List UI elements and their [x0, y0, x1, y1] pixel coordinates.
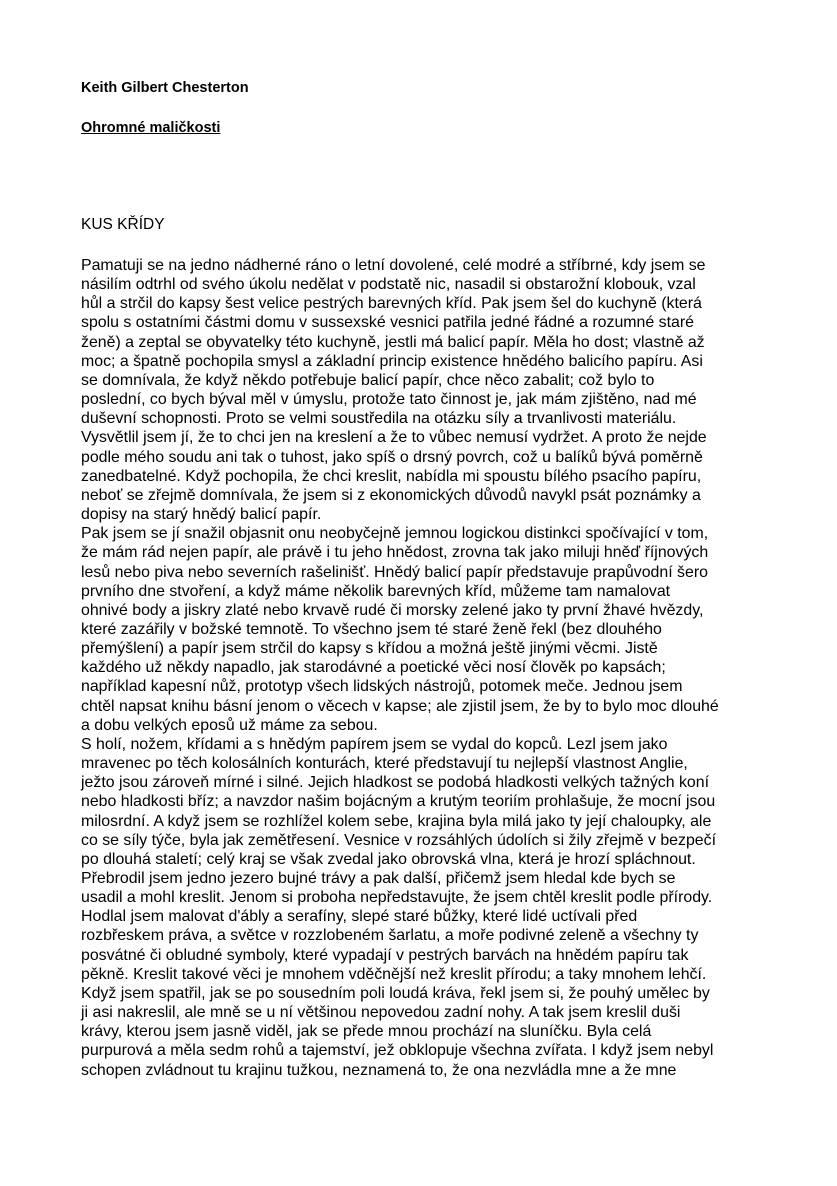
text-line: násilím odtrhl od svého úkolu nedělat v podstatě nic, nasadil si obstarožní klobouk, vzal — [81, 276, 696, 294]
text-line: pěkně. Kreslit takové věci je mnohem vděčnější než kreslit přírodu; a taky mnohem lehčí. — [81, 965, 707, 983]
text-line: krávy, kterou jsem jasně viděl, jak se přede mnou prochází na sluníčku. Byla celá — [81, 1023, 652, 1041]
text-line: lesů nebo piva nebo severních rašelinišť. Hnědý balicí papír představuje prapůvodní šero — [81, 563, 708, 581]
text-line: ženě) a zeptal se obyvatelky této kuchyně, jestli má balicí papír. Měla ho dost; vlastně až — [81, 333, 705, 351]
text-line: rozbřeskem práva, a světce v rozzlobeném šarlatu, a moře podivné zeleně a všechny ty — [81, 927, 699, 945]
text-line: hůl a strčil do kapsy šest velice pestrých barevných kříd. Pak jsem šel do kuchyně (která — [81, 295, 702, 313]
text-line: dopisy na starý hnědý balicí papír. — [81, 506, 322, 524]
text-line: ohnivé body a jiskry zlaté nebo krvavě rudé či morsky zelené jako ty první žhavé hvězdy, — [81, 601, 704, 619]
text-line: purpurová a měla sedm rohů a tajemství, jež obklopuje všechna zvířata. I když jsem nebyl — [81, 1042, 714, 1060]
text-line: Když jsem spatřil, jak se po sousedním poli loudá kráva, řekl jsem si, že pouhý umělec by — [81, 984, 710, 1002]
text-line: neboť se zřejmě domnívala, že jsem si z ekonomických důvodů navykl psát poznámky a — [81, 486, 701, 504]
text-line: Přebrodil jsem jedno jezero bujné trávy a pak další, přičemž jsem hledal kde bych se — [81, 870, 676, 887]
text-line: prvního dne stvoření, a když máme několik barevných kříd, můžeme tam namalovat — [81, 582, 671, 600]
text-line: Vysvětlil jsem jí, že to chci jen na kreslení a že to vůbec nemusí vydržet. A proto že nejde — [81, 429, 707, 447]
text-line: že mám rád nejen papír, ale právě i tu jeho hnědost, zrovna tak jako miluji hněď říjnových — [81, 544, 709, 562]
text-line: podle mého soudu ani tak o tuhost, jako spíš o drsný povrch, což u balíků bývá poměrně — [81, 448, 703, 466]
book-title: Ohromné maličkosti — [81, 120, 221, 136]
text-line: zanedbatelné. Když pochopila, že chci kreslit, nabídla mi spoustu bílého psacího papíru, — [81, 467, 702, 485]
text-line: spolu s ostatními částmi domu v sussexské vesnici patřila jedné řádné a rozumné staré — [81, 314, 694, 332]
text-line: se domnívala, že když někdo potřebuje balicí papír, chce něco zabalit; což bylo to — [81, 371, 655, 389]
text-line: posvátné či obludné symboly, které vypadají v pestrých barvách na hnědém papíru tak — [81, 946, 689, 964]
text-line: co se síly týče, byla jak zemětřesení. Vesnice v rozsáhlých údolích si žily zřejmě v bezpečí — [81, 831, 717, 849]
text-line: S holí, nožem, křídami a s hnědým papírem jsem se vydal do kopců. Lezl jsem jako — [81, 735, 668, 753]
text-line: nebo hladkosti bříz; a navzdor našim bojácným a krutým teoriím prohlašuje, že mocní jsou — [81, 793, 716, 811]
text-line: po dlouhá staletí; celý kraj se však zvedal jako obrovská vlna, která je hrozí spláchnout. — [81, 850, 696, 868]
text-line: například kapesní nůž, prototyp všech lidských nástrojů, potomek meče. Jednou jsem — [81, 678, 683, 696]
section-heading: KUS KŘÍDY — [81, 216, 165, 233]
text-line: Pak jsem se jí snažil objasnit onu neobyčejně jemnou logickou distinkci spočívající v tom, — [81, 525, 709, 543]
text-line: Pamatuji se na jedno nádherné ráno o letní dovolené, celé modré a stříbrné, kdy jsem se — [81, 257, 706, 274]
text-line: přemýšlení) a papír jsem strčil do kapsy s křídou a možná ještě jinými věcmi. Jistě — [81, 640, 658, 658]
text-line: poslední, co bych býval měl v úmyslu, protože tato činnost je, jak mám zjištěno, nad mé — [81, 391, 697, 409]
text-line: usadil a mohl kreslit. Jenom si proboha nepředstavujte, že jsem chtěl kreslit podle přírody. — [81, 889, 713, 907]
text-line: které zazářily v božské temnotě. To všechno jsem té staré ženě řekl (bez dlouhého — [81, 620, 662, 638]
author-name: Keith Gilbert Chesterton — [81, 80, 249, 96]
text-line: chtěl napsat knihu básní jenom o věcech v kapse; ale zjistil jsem, že by to bylo moc dlouhé — [81, 697, 719, 715]
text-line: schopen zvládnout tu krajinu tužkou, neznamená to, že ona nezvládla mne a že mne — [81, 1061, 677, 1079]
text-line: a dobu velkých eposů už máme za sebou. — [81, 716, 378, 734]
text-line: Hodlal jsem malovat d'ábly a serafíny, slepé staré bůžky, které lidé uctívali před — [81, 908, 638, 926]
text-line: ježto jsou zároveň mírné i silné. Jejich hladkost se podobá hladkosti velkých tažných koní — [81, 774, 710, 792]
text-line: mravenec po těch kolosálních konturách, které představují tu nejlepší vlastnost Anglie, — [81, 755, 688, 773]
text-line: ji asi nakreslil, ale mně se u ní většinou nepovedou zadní nohy. A tak jsem kreslil duši — [81, 1004, 681, 1022]
text-line: duševní schopnosti. Proto se velmi soustředila na otázku síly a trvanlivosti materiálu. — [81, 410, 677, 428]
text-line: každého už někdy napadlo, jak starodávné a poetické věci nosí člověk po kapsách; — [81, 659, 666, 677]
body-text — [81, 256, 781, 1080]
text-line: moc; a špatně pochopila smysl a základní princip existence hnědého balicího papíru. Asi — [81, 352, 703, 370]
text-line: milosrdní. A když jsem se rozhlížel kolem sebe, krajina byla milá jako ty její chaloupky, ale — [81, 812, 712, 830]
